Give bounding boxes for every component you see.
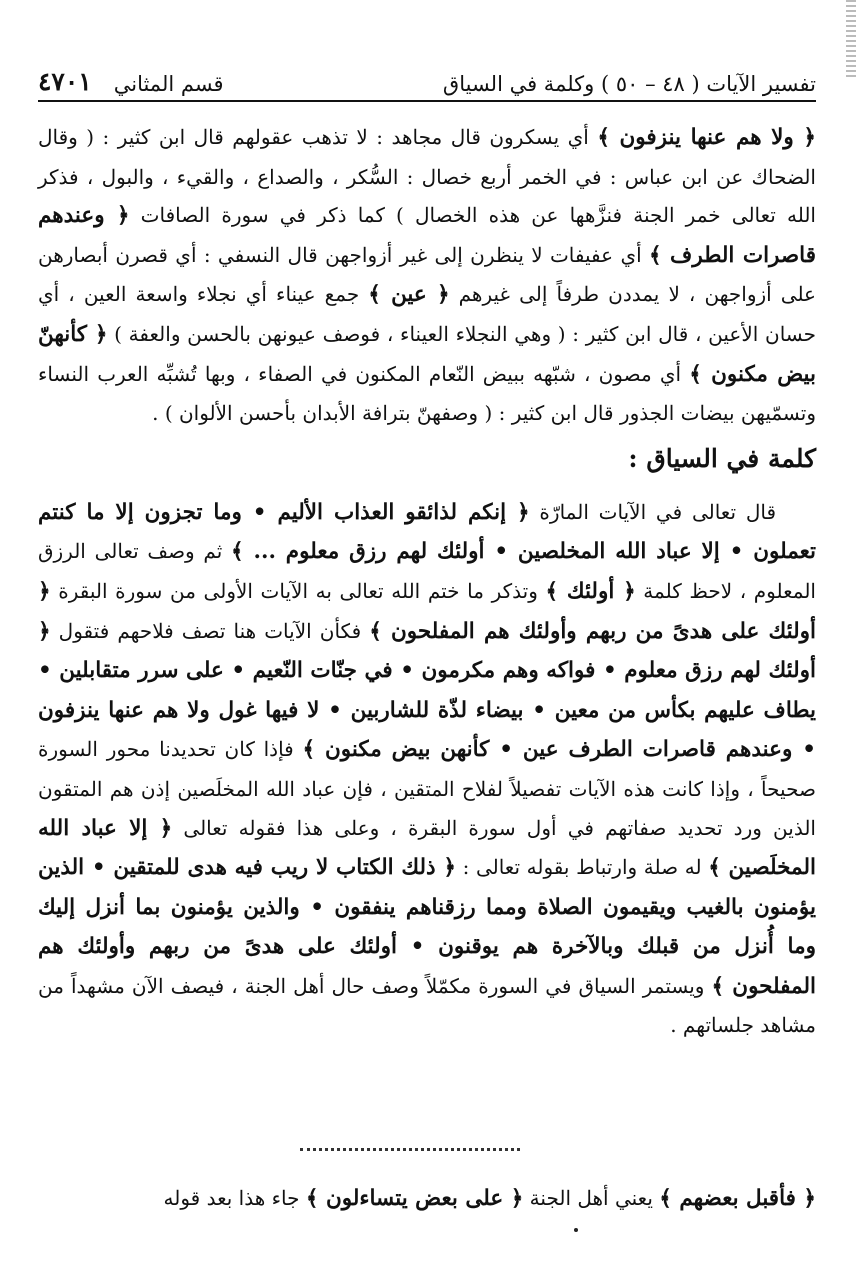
verse-quote: ﴿ أولئك على هدىً من ربهم وأولئك هم المفلحون ﴾ — [38, 578, 816, 644]
verse-quote: ﴿ كأنهنّ بيض مكنون ﴾ — [38, 321, 817, 387]
next-section — [38, 1178, 816, 1219]
dotted-separator — [300, 1148, 520, 1151]
commentary-text: جمع عيناء أي نجلاء واسعة العين ، أي حسان الأعين ، قال ابن كثير : ( وهي النجلاء العيناء ، فوصف عيونهن بالحسن والعفة ) — [38, 282, 816, 346]
verse-quote: ﴿ فأقبل بعضهم ﴾ — [659, 1186, 816, 1211]
verse-quote: ﴿ إنكم لذائقو العذاب الأليم • وما تجزون إلا ما كنتم تعملون • إلا عباد الله المخلصين • أولئك لهم رزق معلوم ... ﴾ — [38, 499, 817, 565]
commentary-text: له صلة وارتباط بقوله تعالى : — [455, 855, 709, 880]
commentary-text: فإذا كان تحديدنا محور السورة صحيحاً ، وإذا كانت هذه الآيات تفصيلاً لفلاح المتقين ، فإن عباد الله المخلَصين إذن هم المتقون الذين ورد تحديد صفاتهم في أول سورة البقرة ، وعلى هذا فقوله تعالى — [38, 737, 816, 840]
verse-quote: ﴿ أولئك ﴾ — [545, 578, 636, 604]
commentary-text: أي عفيفات لا ينظرن إلى غير أزواجهن قال النسفي : أي قصرن أبصارهن على أزواجهن ، لا يمددن طرفاً إلى غيرهم — [38, 242, 816, 307]
verse-quote: ﴿ إلا عباد الله المخلَصين ﴾ — [38, 815, 816, 881]
verse-quote: ﴿ أولئك لهم رزق معلوم • فواكه وهم مكرمون • في جنّات النّعيم • على سرر متقابلين • يطاف عليهم بكأس من معين • بيضاء لذّة للشاربين • لا فيها غول ولا هم عنها ينزفون • وعندهم قاصرات الطرف عين • كأنهن بيض مكنون ﴾ — [38, 618, 816, 763]
paragraph-3 — [38, 1178, 816, 1219]
commentary-text: جاء هذا بعد قوله — [163, 1186, 306, 1210]
verse-quote: ﴿ عين ﴾ — [368, 282, 450, 308]
page-header — [38, 60, 816, 102]
running-title: تفسير الآيات ( ٤٨ – ٥٠ ) وكلمة في السياق — [442, 72, 816, 96]
commentary-text: أي يسكرون قال مجاهد : لا تذهب عقولهم قال ابن كثير : ( وقال الضحاك عن ابن عباس : في الخمر أربع خصال : السُّكر ، والصداع ، والقيء ، والبول ، فذكر الله تعالى خمر الجنة فنزَّهها عن هذه الخصال ) كما ذكر في سورة الصافات — [38, 125, 816, 228]
section-name: قسم المثاني — [113, 72, 224, 96]
verse-quote: ﴿ ذلك الكتاب لا ريب فيه هدى للمتقين • الذين يؤمنون بالغيب ويقيمون الصلاة ومما رزقناهم ينفقون • والذين يؤمنون بما أنزل إليك وما أُنزل من قبلك وبالآخرة هم يوقنون • أولئك على هدىً من ربهم وأولئك هم المفلحون ﴾ — [38, 855, 817, 999]
header-left-group — [38, 67, 224, 96]
section-heading: كلمة في السياق : — [628, 443, 816, 473]
verse-quote: ﴿ ولا هم عنها ينزفون ﴾ — [597, 125, 816, 150]
commentary-text: ثم وصف تعالى الرزق المعلوم ، لاحظ كلمة — [38, 539, 816, 603]
paragraph-2 — [38, 493, 816, 1045]
commentary-text: قال تعالى في الآيات المارّة — [529, 499, 776, 524]
commentary-text: وتذكر ما ختم الله تعالى به الآيات الأولى من سورة البقرة — [50, 578, 546, 603]
paragraph-1 — [38, 118, 816, 433]
commentary-text: يعني أهل الجنة — [523, 1186, 660, 1210]
print-mark — [574, 1228, 578, 1232]
verse-quote: ﴿ على بعض يتساءلون ﴾ — [305, 1186, 524, 1211]
verse-quote: ﴿ وعندهم قاصرات الطرف ﴾ — [38, 203, 816, 268]
commentary-text: ويستمر السياق في السورة مكمّلاً وصف حال أهل الجنة ، فيصف الآن مشهداً من مشاهد جلساتهم . — [38, 973, 816, 1038]
commentary-text: أي مصون ، شبّهه ببيض النّعام المكنون في الصفاء ، وبها تُشبِّه العرب النساء وتسمّيهن بيضات الجذور قال ابن كثير : ( وصفهنّ بترافة الأبدان بأحسن الألوان ) . — [38, 361, 816, 426]
page-edge — [846, 0, 856, 80]
page-number: ٤٧٠١ — [38, 67, 92, 96]
page-body — [38, 118, 816, 1045]
commentary-text: فكأن الآيات هنا تصف فلاحهم فتقول — [50, 618, 370, 643]
